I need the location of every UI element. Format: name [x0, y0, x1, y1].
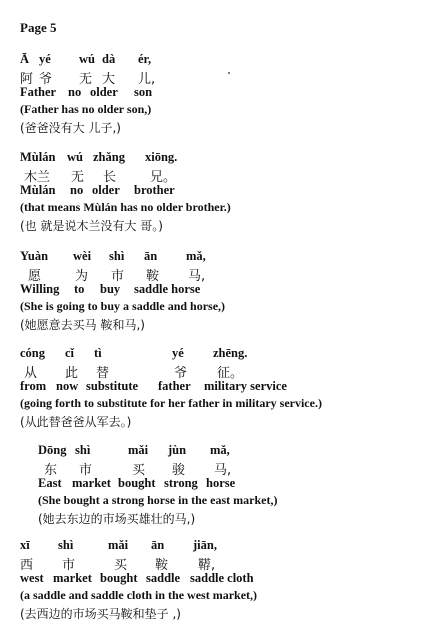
- english-word: older: [90, 85, 118, 99]
- pinyin-word: dà: [102, 52, 116, 66]
- hanzi-word: 鞍: [146, 269, 160, 284]
- english-word: military service: [204, 379, 287, 393]
- english-line: [20, 571, 420, 588]
- hanzi-word: 马,: [188, 269, 206, 284]
- hanzi-word: 儿,: [138, 72, 156, 87]
- pinyin-line: [20, 346, 420, 362]
- hanzi-word: 西: [20, 558, 34, 573]
- english-word: son: [134, 85, 153, 99]
- english-line: [20, 282, 420, 299]
- english-word: horse: [206, 476, 236, 490]
- chinese-gloss: (爸爸没有大 儿子,): [20, 121, 121, 135]
- english-line: [38, 476, 425, 493]
- hanzi-word: 愿: [28, 269, 42, 284]
- english-word: Mùlán: [20, 183, 56, 197]
- pinyin-word: yé: [172, 346, 184, 360]
- english-word: no: [68, 85, 82, 99]
- english-word: bought: [100, 571, 138, 585]
- pinyin-word: tì: [94, 346, 102, 360]
- pinyin-word: cǐ: [65, 346, 75, 360]
- stanza-2: [20, 150, 420, 234]
- pinyin-word: mǎ,: [210, 443, 230, 457]
- pinyin-line: [20, 52, 420, 68]
- pinyin-word: zhǎng: [93, 150, 125, 164]
- english-gloss: (She bought a strong horse in the east market,): [38, 493, 278, 507]
- english-word: bought: [118, 476, 156, 490]
- pinyin-word: mǎi: [108, 538, 129, 552]
- pinyin-line: [20, 249, 420, 265]
- pinyin-word: cóng: [20, 346, 45, 360]
- english-word: to: [74, 282, 85, 296]
- pinyin-word: Dōng: [38, 443, 67, 457]
- english-word: older: [92, 183, 120, 197]
- pinyin-word: shì: [75, 443, 91, 457]
- english-word: saddle cloth: [190, 571, 254, 585]
- chinese-gloss: (她愿意去买马 鞍和马,): [20, 318, 145, 332]
- pinyin-line: [20, 538, 420, 554]
- english-word: market: [72, 476, 111, 490]
- hanzi-word: 替: [96, 366, 110, 381]
- hanzi-word: 为: [75, 269, 89, 284]
- english-word: west: [20, 571, 44, 585]
- hanzi-line: [20, 554, 420, 571]
- hanzi-word: 无: [79, 72, 93, 87]
- english-word: from: [20, 379, 47, 393]
- stanza-4: [20, 346, 420, 430]
- page-number: Page 5: [20, 20, 57, 35]
- pinyin-word: mǎi: [128, 443, 149, 457]
- hanzi-word: 长: [103, 170, 117, 185]
- english-word: no: [70, 183, 84, 197]
- hanzi-line: [20, 362, 420, 379]
- pinyin-word: wú: [67, 150, 83, 164]
- hanzi-word: 鞯,: [198, 558, 216, 573]
- pinyin-word: Mùlán: [20, 150, 56, 164]
- hanzi-word: 骏: [172, 463, 186, 478]
- pinyin-line: [38, 443, 425, 459]
- hanzi-line: [20, 166, 420, 183]
- hanzi-word: 爷: [174, 366, 188, 381]
- hanzi-word: 木兰: [24, 170, 51, 185]
- pinyin-word: xiōng.: [145, 150, 178, 164]
- english-gloss: (Father has no older son,): [20, 102, 152, 116]
- hanzi-word: 兄。: [150, 170, 177, 185]
- hanzi-word: 买: [114, 558, 128, 573]
- hanzi-word: 大: [102, 72, 116, 87]
- hanzi-word: 阿: [20, 72, 34, 87]
- pinyin-word: wèi: [73, 249, 92, 263]
- hanzi-word: 征。: [217, 366, 244, 381]
- english-gloss: (that means Mùlán has no older brother.): [20, 200, 231, 214]
- hanzi-word: 爷: [39, 72, 53, 87]
- pinyin-word: wú: [79, 52, 95, 66]
- stanza-5: [38, 443, 425, 527]
- hanzi-word: 此: [65, 366, 79, 381]
- chinese-gloss: (她去东边的市场买雄壮的马,): [38, 512, 196, 526]
- pinyin-word: jiān,: [193, 538, 217, 552]
- hanzi-word: 从: [24, 366, 38, 381]
- pinyin-word: ér,: [138, 52, 152, 66]
- stanza-3: [20, 249, 420, 333]
- pinyin-word: Yuàn: [20, 249, 49, 263]
- hanzi-line: [20, 68, 420, 85]
- hanzi-word: 鞍: [155, 558, 169, 573]
- hanzi-word: 东: [44, 463, 58, 478]
- pinyin-word: ān: [151, 538, 165, 552]
- hanzi-line: [20, 265, 420, 282]
- chinese-gloss: (也 就是说木兰没有大 哥。): [20, 219, 163, 233]
- hanzi-word: 市: [111, 269, 125, 284]
- hanzi-word: 无: [71, 170, 85, 185]
- english-gloss: (She is going to buy a saddle and horse,): [20, 299, 226, 313]
- hanzi-word: 马,: [214, 463, 232, 478]
- english-word: brother: [134, 183, 175, 197]
- english-word: Willing: [20, 282, 60, 296]
- stanza-1: [20, 52, 420, 136]
- pinyin-word: shì: [109, 249, 125, 263]
- pinyin-word: jùn: [168, 443, 187, 457]
- english-word: buy: [100, 282, 121, 296]
- english-word: substitute: [86, 379, 139, 393]
- english-word: market: [53, 571, 92, 585]
- hanzi-line: [38, 459, 425, 476]
- pinyin-word: yé: [39, 52, 51, 66]
- pinyin-word: zhēng.: [213, 346, 248, 360]
- chinese-gloss: (从此替爸爸从军去。): [20, 415, 132, 429]
- pinyin-word: ān: [144, 249, 158, 263]
- pinyin-word: mǎ,: [186, 249, 206, 263]
- pinyin-line: [20, 150, 420, 166]
- hanzi-word: 市: [62, 558, 76, 573]
- english-line: [20, 183, 420, 200]
- english-line: [20, 379, 420, 396]
- english-line: [20, 85, 420, 102]
- english-word: East: [38, 476, 62, 490]
- english-word: now: [56, 379, 79, 393]
- pinyin-word: Ā: [20, 52, 30, 66]
- english-word: saddle: [146, 571, 181, 585]
- english-gloss: (a saddle and saddle cloth in the west market,): [20, 588, 258, 602]
- hanzi-word: 买: [132, 463, 146, 478]
- chinese-gloss: (去西边的市场买马鞍和垫子 ,): [20, 607, 181, 621]
- pinyin-word: xī: [20, 538, 30, 552]
- pinyin-word: shì: [58, 538, 74, 552]
- english-word: strong: [164, 476, 198, 490]
- hanzi-word: 市: [79, 463, 93, 478]
- english-gloss: (going forth to substitute for her father in military service.): [20, 396, 322, 410]
- english-word: Father: [20, 85, 57, 99]
- english-word: father: [158, 379, 191, 393]
- english-word: saddle horse: [134, 282, 201, 296]
- stanza-6: [20, 538, 420, 622]
